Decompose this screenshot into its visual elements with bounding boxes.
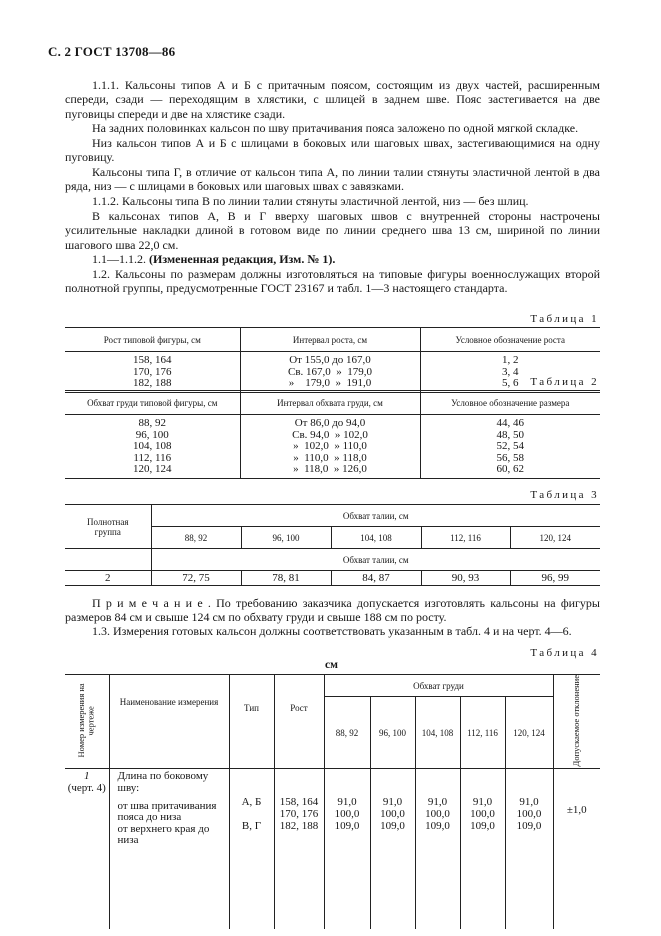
table-2-header-interval: Интервал обхвата груди, см xyxy=(240,391,420,415)
table-4-chest-value: 104, 108 xyxy=(415,697,460,769)
table-4-chest-value: 96, 100 xyxy=(370,697,415,769)
table-1-header-code: Условное обозначение роста xyxy=(420,328,600,352)
table-4-row-number: 1 (черт. 4) xyxy=(65,769,109,929)
table-4-row-1 xyxy=(65,769,600,929)
table-4-row-values: 91,0 100,0 109,0 xyxy=(415,769,460,929)
table-4-unit: см xyxy=(325,659,338,671)
table-3-waist-value: 104, 108 xyxy=(331,527,421,549)
table-1-header-height: Рост типовой фигуры, см xyxy=(65,328,240,352)
table-3-waist-value: 112, 116 xyxy=(421,527,510,549)
table-2-header-chest: Обхват груди типовой фигуры, см xyxy=(65,391,240,415)
table-4-chest-value: 112, 116 xyxy=(460,697,505,769)
table-4-row-name: Длина по боковому шву: от шва притачивания пояса до низа от верхнего края до низа xyxy=(109,769,229,929)
table-4-row-values: 91,0 100,0 109,0 xyxy=(324,769,370,929)
table-1 xyxy=(65,327,600,393)
table-3-caption: Таблица 3 xyxy=(530,489,599,501)
paragraph-hem: Низ кальсон типов А и Б с шлицами в боковых или шаговых швах, застегивающимися на одну пуговицу. xyxy=(65,136,600,165)
note: П р и м е ч а н и е . По требованию заказчика допускается изготовлять кальсоны на фигуры размеров 84 см и свыше 124 см по обхвату груди и свыше 188 см по росту. xyxy=(65,596,600,625)
amendment-ref: 1.1—1.1.2. xyxy=(92,252,146,266)
table-2 xyxy=(65,390,600,479)
table-4-row-values: 91,0 100,0 109,0 xyxy=(370,769,415,929)
table-3-cell: 90, 93 xyxy=(421,571,510,586)
paragraph-type-g: Кальсоны типа Г, в отличие от кальсон типа А, по линии талии стянуты эластичной лентой в два ряда, низ — с шлицами в боковых или шаговых швах с завязками. xyxy=(65,165,600,194)
table-3-header-group: Полнотная группа xyxy=(65,505,151,549)
table-3-group-value: 2 xyxy=(65,571,151,586)
table-4-header-tolerance: Допускаемое отклонение xyxy=(553,675,600,769)
table-4-row-values: 91,0 100,0 109,0 xyxy=(505,769,553,929)
table-2-header-size: Условное обозначение размера xyxy=(420,391,600,415)
table-4-header-height: Рост xyxy=(274,675,324,769)
paragraph-1-3: 1.3. Измерения готовых кальсон должны соответствовать указанным в табл. 4 и на черт. 4—6. xyxy=(92,624,572,638)
table-4-header-type: Тип xyxy=(229,675,274,769)
table-4 xyxy=(65,674,600,929)
table-4-row-values: 91,0 100,0 109,0 xyxy=(460,769,505,929)
paragraph-amendment xyxy=(65,252,600,266)
page-header: С. 2 ГОСТ 13708—86 xyxy=(48,44,176,59)
table-1-header-interval: Интервал роста, см xyxy=(240,328,420,352)
table-3-waist-value: 120, 124 xyxy=(510,527,600,549)
table-4-caption: Таблица 4 xyxy=(530,647,599,659)
table-3-header-waist: Обхват талии, см xyxy=(151,505,600,527)
table-4-row-height: 158, 164 170, 176 182, 188 xyxy=(274,769,324,929)
table-3-header-waist-repeat: Обхват талии, см xyxy=(151,549,600,571)
table-3-waist-value: 88, 92 xyxy=(151,527,241,549)
table-4-row-type: А, Б В, Г xyxy=(229,769,274,929)
paragraph-1-1-1: 1.1.1. Кальсоны типов А и Б с притачным поясом, состоящим из двух частей, расширенным спереди, сзади — переходящим в хлястики, с шлицей в заднем шве. Пояс застегивается на две пуговицы спереди и две на хлястике сзади. xyxy=(65,78,600,121)
table-4-header-name: Наименование измерения xyxy=(109,675,229,769)
table-2-col-chest: 88, 92 96, 100 104, 108 112, 116 120, 124 xyxy=(65,415,240,479)
table-4-chest-value: 88, 92 xyxy=(324,697,370,769)
table-2-caption: Таблица 2 xyxy=(530,376,599,388)
table-2-col-size: 44, 46 48, 50 52, 54 56, 58 60, 62 xyxy=(420,415,600,479)
table-4-header-number: Номер измерения на чертеже xyxy=(65,675,109,769)
table-1-col-height: 158, 164 170, 176 182, 188 xyxy=(65,352,240,393)
paragraph-folds: На задних половинках кальсон по шву притачивания пояса заложено по одной мягкой складке. xyxy=(92,121,579,135)
paragraph-1-1-2: 1.1.2. Кальсоны типа В по линии талии стянуты эластичной лентой, низ — без шлиц. xyxy=(92,194,529,208)
table-2-col-interval: От 86,0 до 94,0 Св. 94,0 » 102,0 » 102,0 » 110,0 » 110,0 » 118,0 » 118,0 » 126,0 xyxy=(240,415,420,479)
table-3-cell: 96, 99 xyxy=(510,571,600,586)
paragraph-overlays: В кальсонах типов А, В и Г вверху шаговых швов с внутренней стороны настрочены усилительные накладки длиной в готовом виде по линии среднего шва 13 см, шириной по линии шагового шва 22,0 см. xyxy=(65,209,600,252)
paragraph-1-2: 1.2. Кальсоны по размерам должны изготовляться на типовые фигуры военнослужащих второй полнотной группы, предусмотренные ГОСТ 23167 и табл. 1—3 настоящего стандарта. xyxy=(65,267,600,296)
table-1-caption: Таблица 1 xyxy=(530,313,599,325)
table-1-col-interval: От 155,0 до 167,0 Св. 167,0 » 179,0 » 179,0 » 191,0 xyxy=(240,352,420,393)
table-4-chest-value: 120, 124 xyxy=(505,697,553,769)
table-1-col-code: 1, 2 3, 4 5, 6 xyxy=(420,352,600,393)
table-3 xyxy=(65,504,600,586)
amendment-note: (Измененная редакция, Изм. № 1). xyxy=(149,252,336,266)
table-3-waist-value: 96, 100 xyxy=(241,527,331,549)
table-4-header-chest: Обхват груди xyxy=(324,675,553,697)
table-3-cell: 84, 87 xyxy=(331,571,421,586)
table-3-cell: 78, 81 xyxy=(241,571,331,586)
table-3-cell: 72, 75 xyxy=(151,571,241,586)
table-4-row-tolerance: ±1,0 xyxy=(553,769,600,929)
